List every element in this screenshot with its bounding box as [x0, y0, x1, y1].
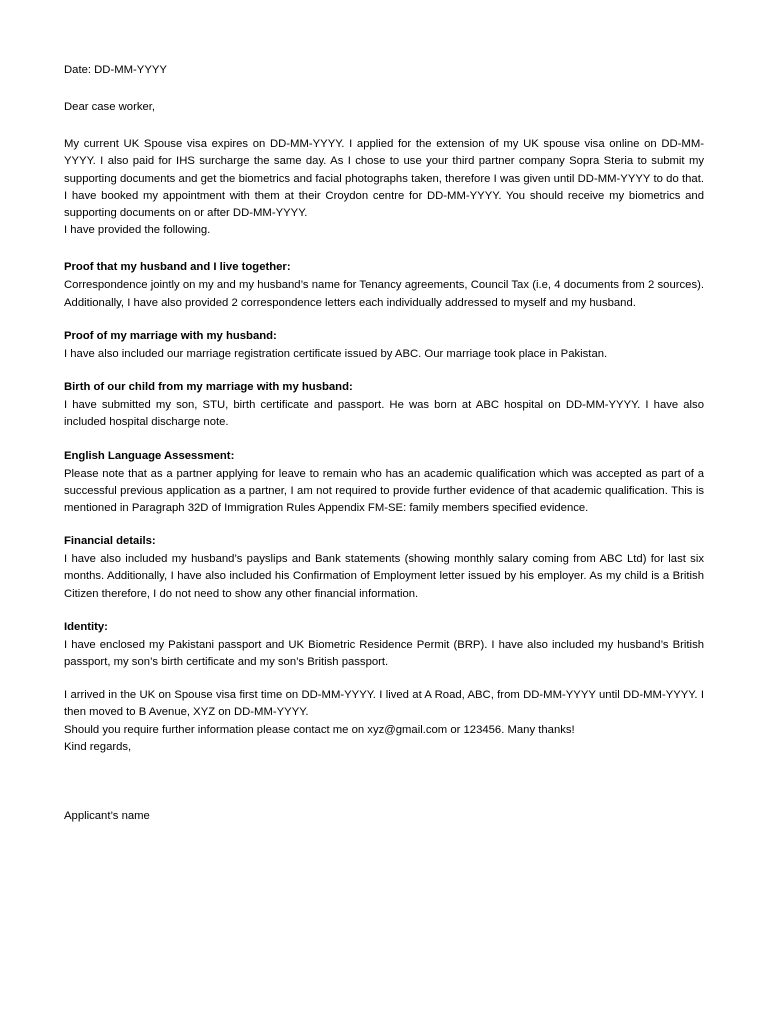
signature-line: Applicant’s name [64, 809, 150, 822]
section-english-language [64, 448, 704, 518]
arrival-paragraph: I arrived in the UK on Spouse visa first time on DD-MM-YYYY. I lived at A Road, ABC, from DD-MM-YYYY until DD-MM-YYYY. I then moved to B Avenue, XYZ on DD-MM-YYYY. [64, 689, 704, 719]
section-body: I have also included my husband’s payslips and Bank statements (showing monthly salary coming from ABC Ltd) for last six months. Additionally, I have also included his Confirmation of Employment letter issued by his employer. As my child is a British Citizen therefore, I do not need to show any other financial information. [64, 553, 704, 600]
section-heading: Birth of our child from my marriage with my husband: [64, 381, 353, 394]
section-heading: English Language Assessment: [64, 449, 235, 462]
date-line: Date: DD-MM-YYYY [64, 64, 167, 76]
intro-paragraph: My current UK Spouse visa expires on DD-MM-YYYY. I applied for the extension of my UK spouse visa online on DD-MM-YYYY. I also paid for IHS surcharge the same day. As I chose to use your third partner company Sopra Steria to submit my supporting documents and get the biometrics and facial photographs taken, therefore I was given until DD-MM-YYYY to do that. I have booked my appointment with them at their Croydon centre for DD-MM-YYYY. You should receive my biometrics and supporting documents on or after DD-MM-YYYY. [64, 138, 704, 219]
salutation: Dear case worker, [64, 101, 156, 114]
closing-line: Kind regards, [64, 740, 132, 753]
contact-paragraph: Should you require further information please contact me on xyz@gmail.com or 123456. Many thanks! [64, 723, 575, 736]
section-body: Correspondence jointly on my and my husband’s name for Tenancy agreements, Council Tax (i.e, 4 documents from 2 sources). Additionally, I have also provided 2 correspondence letters each individually addressed to myself and my husband. [64, 279, 704, 309]
section-heading: Financial details: [64, 535, 156, 548]
section-identity [64, 619, 704, 671]
letter-body [64, 62, 704, 825]
section-body: I have enclosed my Pakistani passport and UK Biometric Residence Permit (BRP). I have also included my husband’s British passport, my son’s birth certificate and my son’s British passport. [64, 638, 704, 669]
section-marriage-proof [64, 328, 704, 363]
section-body: I have also included our marriage registration certificate issued by ABC. Our marriage took place in Pakistan. [64, 347, 608, 360]
section-living-together [64, 259, 704, 311]
section-body: I have submitted my son, STU, birth certificate and passport. He was born at ABC hospital on DD-MM-YYYY. I have also included hospital discharge note. [64, 399, 704, 429]
section-body: Please note that as a partner applying for leave to remain who has an academic qualification which was accepted as part of a successful previous application as a partner, I am not required to provide further evidence of that academic qualification. This is mentioned in Paragraph 32D of Immigration Rules Appendix FM-SE: family members specified evidence. [64, 467, 704, 514]
provided-line: I have provided the following. [64, 224, 211, 237]
section-heading: Proof of my marriage with my husband: [64, 329, 277, 342]
section-financial-details [64, 533, 704, 603]
section-heading: Identity: [64, 620, 108, 633]
section-child-birth [64, 379, 704, 431]
section-heading: Proof that my husband and I live together: [64, 261, 291, 274]
